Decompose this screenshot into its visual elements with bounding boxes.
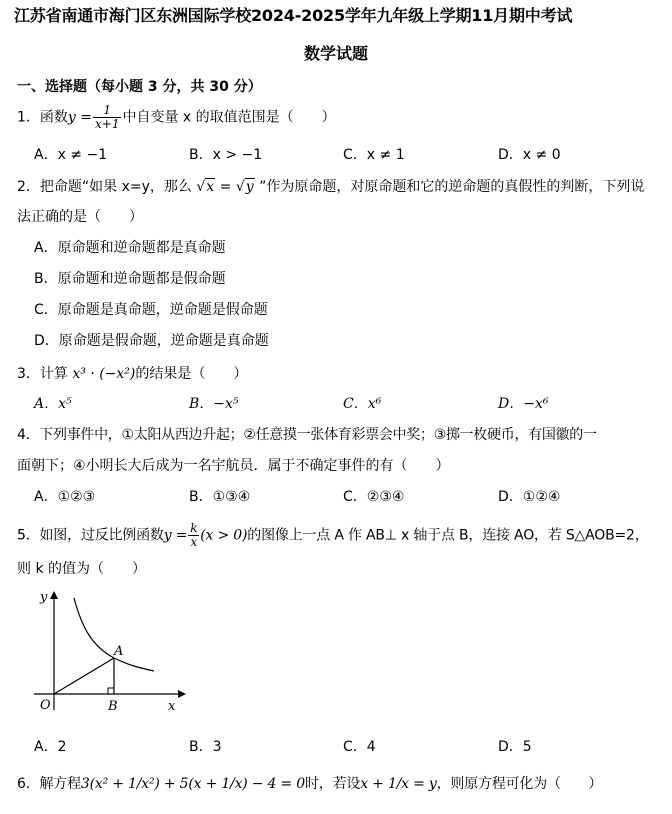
q3-option-c: C．x⁶ xyxy=(343,396,382,412)
question-4-line-1: 4．下列事件中，①太阳从西边升起；②任意摸一张体育彩票会中奖；③掷一枚硬币，有国徽的一 xyxy=(17,427,597,443)
question-5-suffix: 的图像上一点 A 作 AB⊥ x 轴于点 B，连接 AO，若 S△AOB=2， xyxy=(247,527,649,544)
question-6-prefix: 6．解方程 xyxy=(17,776,81,792)
question-5-condition: (x > 0) xyxy=(200,527,248,544)
q5-option-c: C．4 xyxy=(343,739,376,755)
section-heading: 一、选择题（每小题 3 分，共 30 分） xyxy=(17,79,262,95)
question-5-prefix: 5．如图，过反比例函数 xyxy=(17,527,164,544)
y-axis-arrow xyxy=(50,591,58,599)
question-3-expression: x³ · (−x²) xyxy=(72,366,136,382)
question-3-suffix: 的结果是（ ） xyxy=(135,366,248,382)
q5-option-a: A．2 xyxy=(34,739,67,755)
label-o: O xyxy=(40,698,51,713)
q1-option-c: C．x ≠ 1 xyxy=(343,147,405,163)
question-5-fraction xyxy=(188,522,199,549)
sqrt-x-radicand: x xyxy=(206,179,215,195)
q3-option-b: B．−x⁵ xyxy=(189,396,239,412)
segment-oa xyxy=(54,658,114,694)
fraction-denominator: x xyxy=(190,535,198,549)
label-b: B xyxy=(108,699,118,714)
q3-option-d: D．−x⁶ xyxy=(498,396,549,412)
question-5-line-1 xyxy=(17,522,649,549)
question-1-suffix: 中自变量 x 的取值范围是（ ） xyxy=(122,109,336,126)
question-6-mid: 时，若设 xyxy=(305,776,361,792)
q2-option-a: A．原命题和逆命题都是真命题 xyxy=(34,240,226,256)
q4-option-a: A．①②③ xyxy=(34,489,96,505)
question-6-substitution: x + 1/x = y xyxy=(360,776,437,792)
exam-subtitle: 数学试题 xyxy=(303,44,368,63)
question-2-part-2: ”作为原命题，对原命题和它的逆命题的真假性的判断，下列说 xyxy=(254,179,645,195)
question-1 xyxy=(17,104,336,131)
exam-title: 江苏省南通市海门区东洲国际学校2024-2025学年九年级上学期11月期中考试 xyxy=(14,6,573,25)
x-axis-arrow xyxy=(178,690,186,698)
q2-option-b: B．原命题和逆命题都是假命题 xyxy=(34,271,226,287)
label-a: A xyxy=(114,644,124,659)
question-3 xyxy=(17,363,247,383)
q4-option-c: C．②③④ xyxy=(343,489,405,505)
q1-option-b: B．x > −1 xyxy=(189,147,263,163)
label-y: y xyxy=(40,590,48,605)
question-2-part-1: 2．把命题“如果 x=y，那么 xyxy=(17,179,197,195)
equals-sign: = xyxy=(215,179,236,195)
question-1-fraction xyxy=(93,104,121,131)
question-4-line-2: 面朝下；④小明长大后成为一名宇航员．属于不确定事件的有（ ） xyxy=(17,458,450,474)
question-1-prefix: 1．函数 xyxy=(17,109,68,126)
question-6 xyxy=(17,773,602,793)
sqrt-y-radicand: y xyxy=(245,179,254,195)
q1-option-d: D．x ≠ 0 xyxy=(498,147,561,163)
right-angle-mark xyxy=(108,688,114,694)
question-5-line-2: 则 k 的值为（ ） xyxy=(17,561,147,577)
q3-option-a: A．x⁵ xyxy=(34,396,72,412)
q5-option-b: B．3 xyxy=(189,739,222,755)
sqrt-y: √y xyxy=(235,179,254,195)
q1-option-a: A．x ≠ −1 xyxy=(34,147,108,163)
question-5-function-lhs: y = xyxy=(163,527,188,544)
q4-option-b: B．①③④ xyxy=(189,489,251,505)
q2-option-d: D．原命题是假命题，逆命题是真命题 xyxy=(34,333,269,349)
question-6-equation: 3(x² + 1/x²) + 5(x + 1/x) − 4 = 0 xyxy=(80,776,306,792)
q2-option-c: C．原命题是真命题，逆命题是假命题 xyxy=(34,302,268,318)
question-2-line-2: 法正确的是（ ） xyxy=(17,209,143,225)
inverse-function-graph xyxy=(30,588,190,718)
question-2-line-1 xyxy=(17,176,644,196)
question-3-prefix: 3．计算 xyxy=(17,366,73,382)
fraction-numerator: 1 xyxy=(93,104,121,118)
label-x: x xyxy=(168,699,176,714)
fraction-denominator: x+1 xyxy=(95,117,120,131)
q5-option-d: D．5 xyxy=(498,739,532,755)
question-1-function-lhs: y = xyxy=(67,109,93,126)
sqrt-x: √x xyxy=(196,179,215,195)
fraction-numerator: k xyxy=(190,521,198,535)
question-6-suffix: ，则原方程可化为（ ） xyxy=(436,776,603,792)
q4-option-d: D．①②④ xyxy=(498,489,561,505)
